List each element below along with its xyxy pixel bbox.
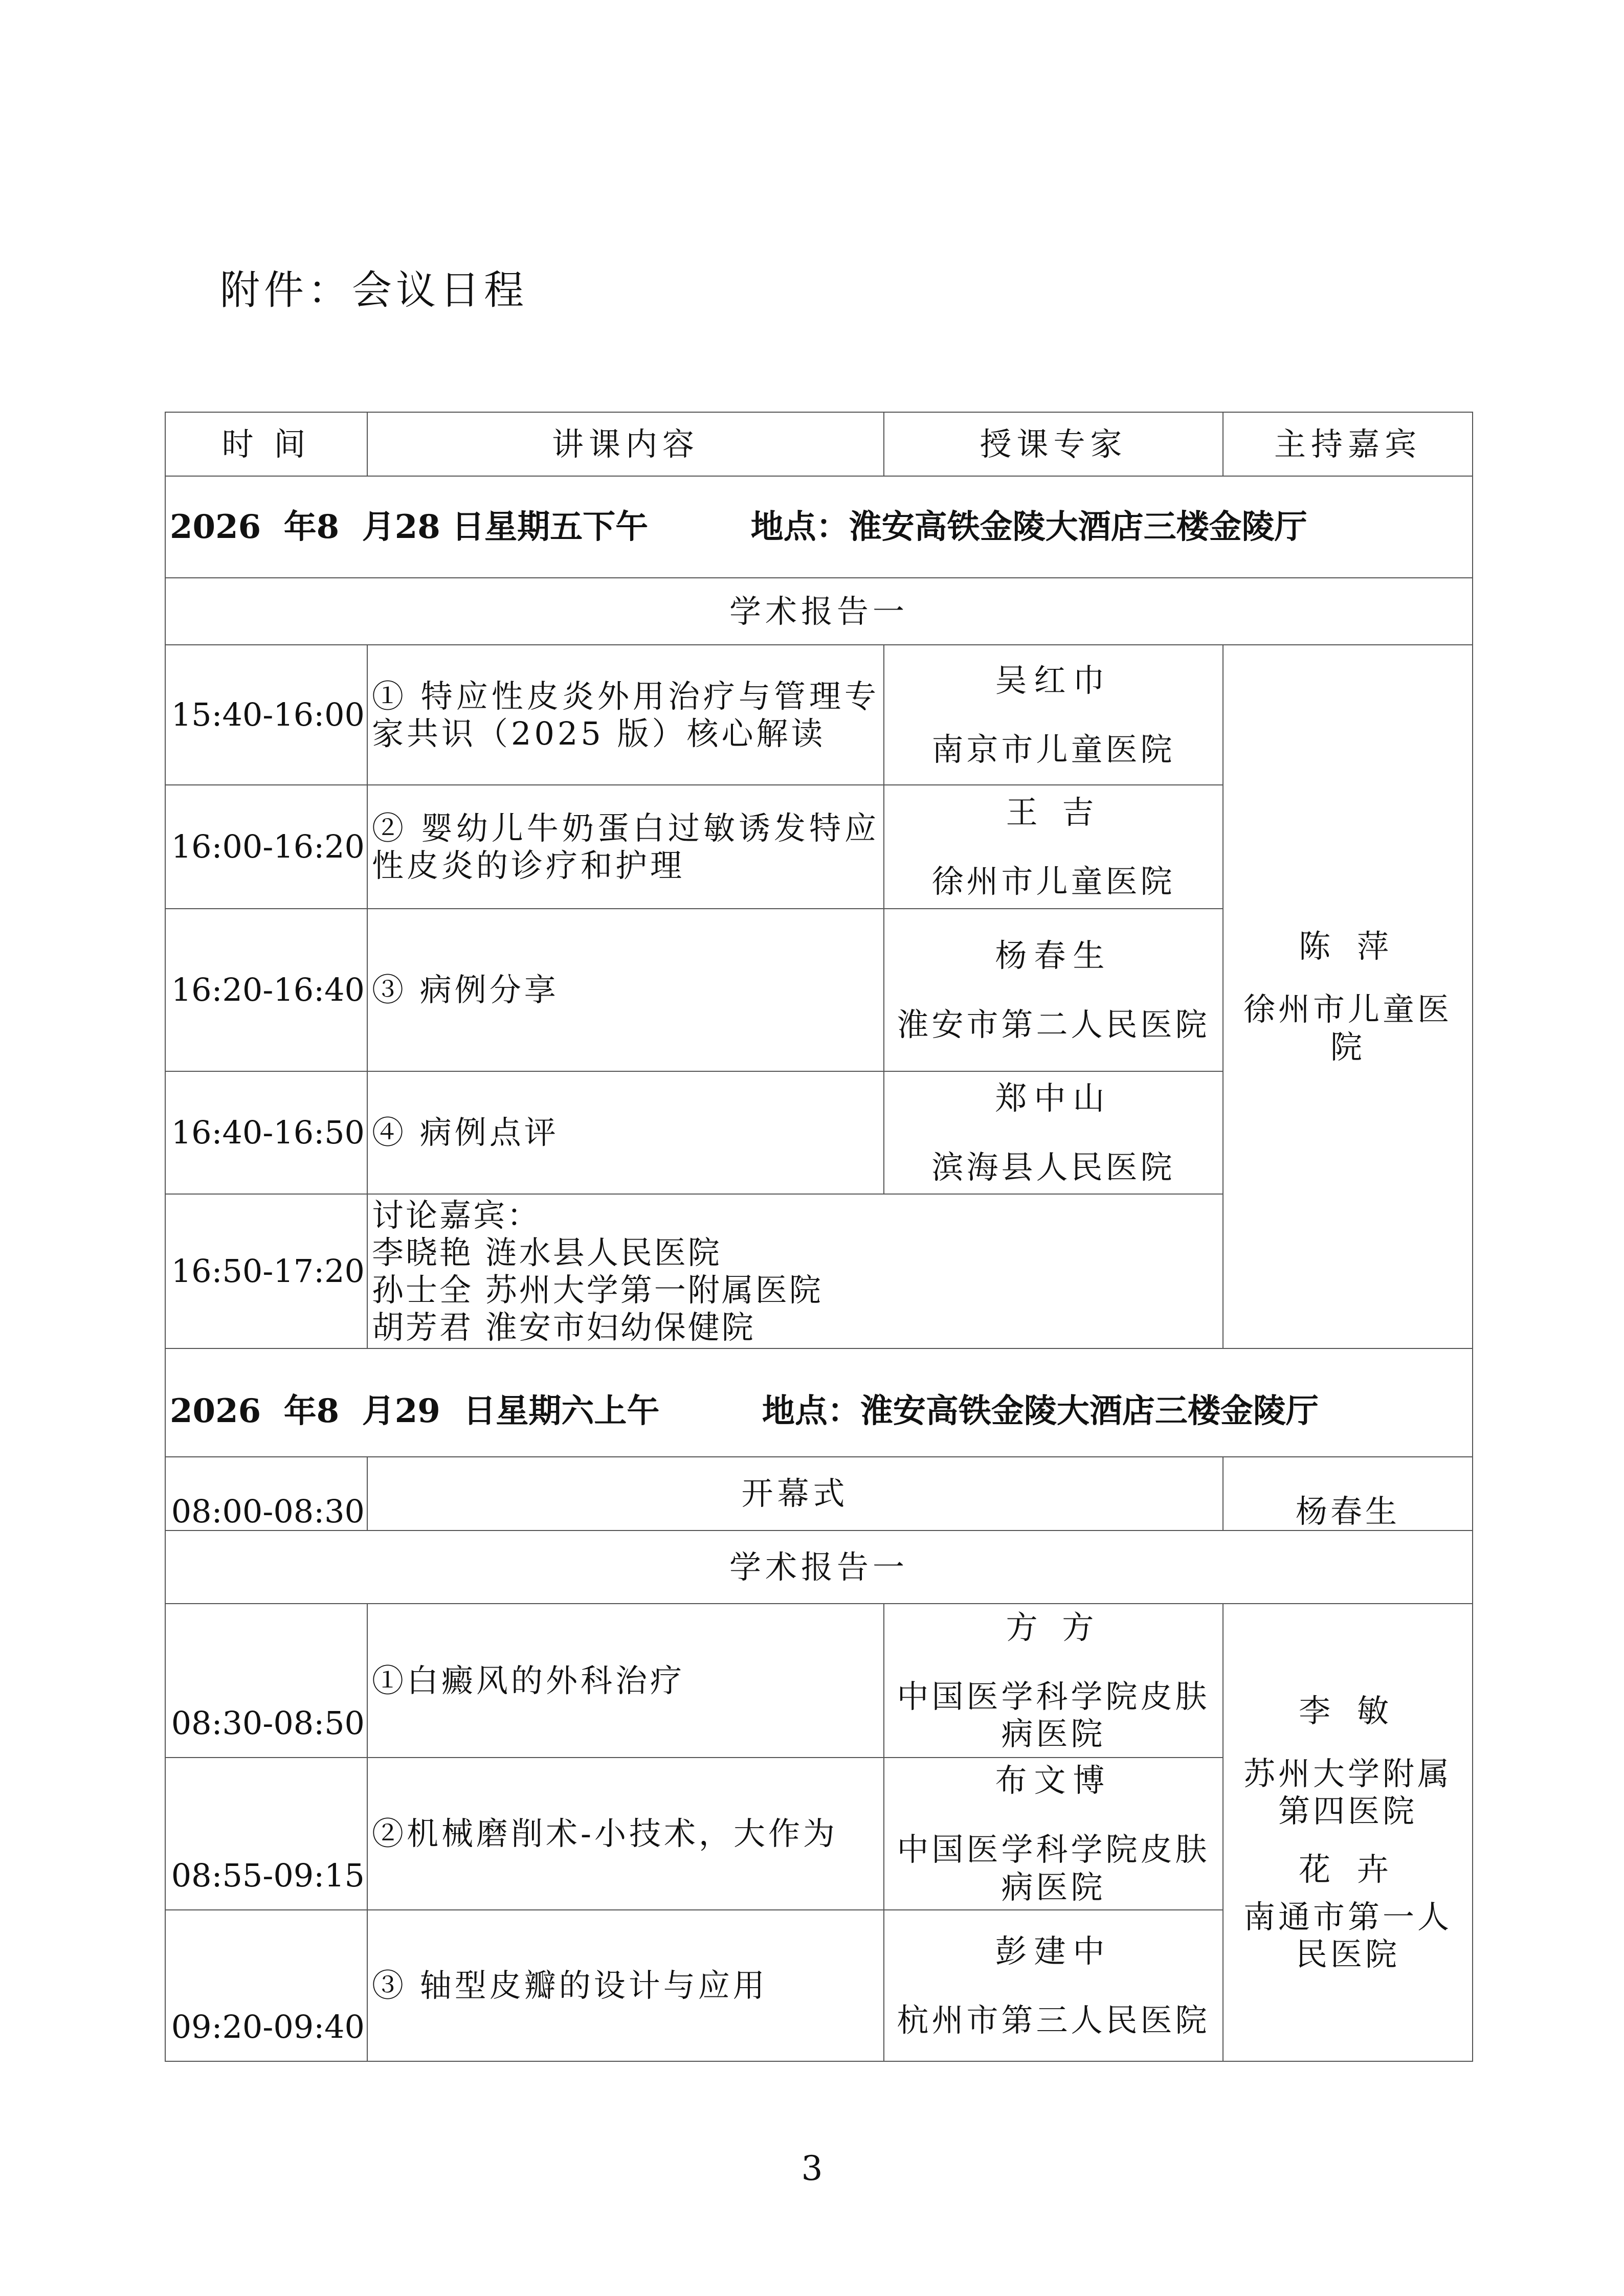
session-expert <box>884 645 1223 785</box>
host-org: 苏州大学附属第四医院 <box>1243 1755 1452 1830</box>
session-time: 15:40-16:00 <box>165 645 367 785</box>
expert-org: 南京市儿童医院 <box>931 731 1175 768</box>
session-time: 16:40-16:50 <box>165 1071 367 1194</box>
session-time: 16:00-16:20 <box>165 785 367 909</box>
expert-org: 中国医学科学院皮肤病医院 <box>897 1831 1210 1906</box>
session-content: ②机械磨削术-小技术，大作为 <box>367 1758 884 1910</box>
discussion-line: 胡芳君 淮安市妇幼保健院 <box>372 1309 755 1346</box>
expert-name: 郑中山 <box>995 1079 1112 1117</box>
opening-host: 杨春生 <box>1223 1457 1473 1530</box>
host-name: 李 敏 <box>1299 1692 1397 1730</box>
expert-org: 徐州市儿童医院 <box>931 863 1175 900</box>
session-content: ③ 病例分享 <box>367 909 884 1071</box>
schedule-table <box>165 412 1473 2062</box>
header-expert: 授课专家 <box>884 412 1223 476</box>
session-content: ①白癜风的外科治疗 <box>367 1604 884 1758</box>
table-row <box>165 1604 1473 1758</box>
header-content: 讲课内容 <box>367 412 884 476</box>
expert-name: 吴红巾 <box>995 661 1112 699</box>
session-time: 16:50-17:20 <box>165 1194 367 1348</box>
session-time: 08:55-09:15 <box>165 1758 367 1910</box>
expert-name: 布文博 <box>995 1762 1112 1799</box>
host-org: 南通市第一人民医院 <box>1243 1898 1452 1973</box>
session-expert <box>884 1758 1223 1910</box>
session-time: 09:20-09:40 <box>165 1910 367 2061</box>
session-expert <box>884 1910 1223 2061</box>
session-expert <box>884 909 1223 1071</box>
expert-org: 淮安市第二人民医院 <box>897 1006 1210 1043</box>
day1-section-title: 学术报告一 <box>165 578 1473 645</box>
session-content: ④ 病例点评 <box>367 1071 884 1194</box>
table-row <box>165 645 1473 785</box>
day1-host <box>1223 645 1473 1348</box>
day2-date-row <box>165 1348 1473 1457</box>
session-content: ③ 轴型皮瓣的设计与应用 <box>367 1910 884 2061</box>
day2-section-row <box>165 1530 1473 1604</box>
expert-name: 彭建中 <box>995 1932 1112 1970</box>
header-host: 主持嘉宾 <box>1223 412 1473 476</box>
expert-org: 滨海县人民医院 <box>931 1149 1175 1186</box>
day1-date-row <box>165 476 1473 578</box>
session-expert <box>884 1071 1223 1194</box>
session-expert <box>884 1604 1223 1758</box>
expert-name: 方 方 <box>1006 1608 1101 1646</box>
discussion-guests <box>367 1194 1223 1348</box>
host-org: 徐州市儿童医院 <box>1243 991 1452 1066</box>
session-content: ② 婴幼儿牛奶蛋白过敏诱发特应性皮炎的诊疗和护理 <box>367 785 884 909</box>
host-name: 花 卉 <box>1299 1850 1397 1888</box>
discussion-line: 孙士全 苏州大学第一附属医院 <box>372 1271 823 1309</box>
expert-name: 王 吉 <box>1006 793 1101 831</box>
host-name: 陈 萍 <box>1299 928 1397 965</box>
page-number: 3 <box>801 2149 823 2188</box>
header-time: 时 间 <box>165 412 367 476</box>
day1-date-line: 2026 年8 月28 日星期五下午 地点：淮安高铁金陵大酒店三楼金陵厅 <box>165 476 1473 578</box>
opening-content: 开幕式 <box>367 1457 1223 1530</box>
attachment-title: 附件：会议日程 <box>220 267 528 313</box>
day2-section-title: 学术报告一 <box>165 1530 1473 1604</box>
table-header-row <box>165 412 1473 476</box>
expert-name: 杨春生 <box>995 936 1112 974</box>
session-time: 08:30-08:50 <box>165 1604 367 1758</box>
day1-section-row <box>165 578 1473 645</box>
day2-date-line: 2026 年8 月29 日星期六上午 地点：淮安高铁金陵大酒店三楼金陵厅 <box>165 1348 1473 1457</box>
discussion-line: 讨论嘉宾： <box>372 1197 541 1234</box>
day2-hosts <box>1223 1604 1473 2061</box>
opening-row <box>165 1457 1473 1530</box>
expert-org: 杭州市第三人民医院 <box>897 2001 1210 2039</box>
expert-org: 中国医学科学院皮肤病医院 <box>897 1677 1210 1753</box>
discussion-line: 李晓艳 涟水县人民医院 <box>372 1234 722 1272</box>
opening-time: 08:00-08:30 <box>165 1457 367 1530</box>
session-time: 16:20-16:40 <box>165 909 367 1071</box>
session-expert <box>884 785 1223 909</box>
session-content: ① 特应性皮炎外用治疗与管理专家共识（2025 版）核心解读 <box>367 645 884 785</box>
